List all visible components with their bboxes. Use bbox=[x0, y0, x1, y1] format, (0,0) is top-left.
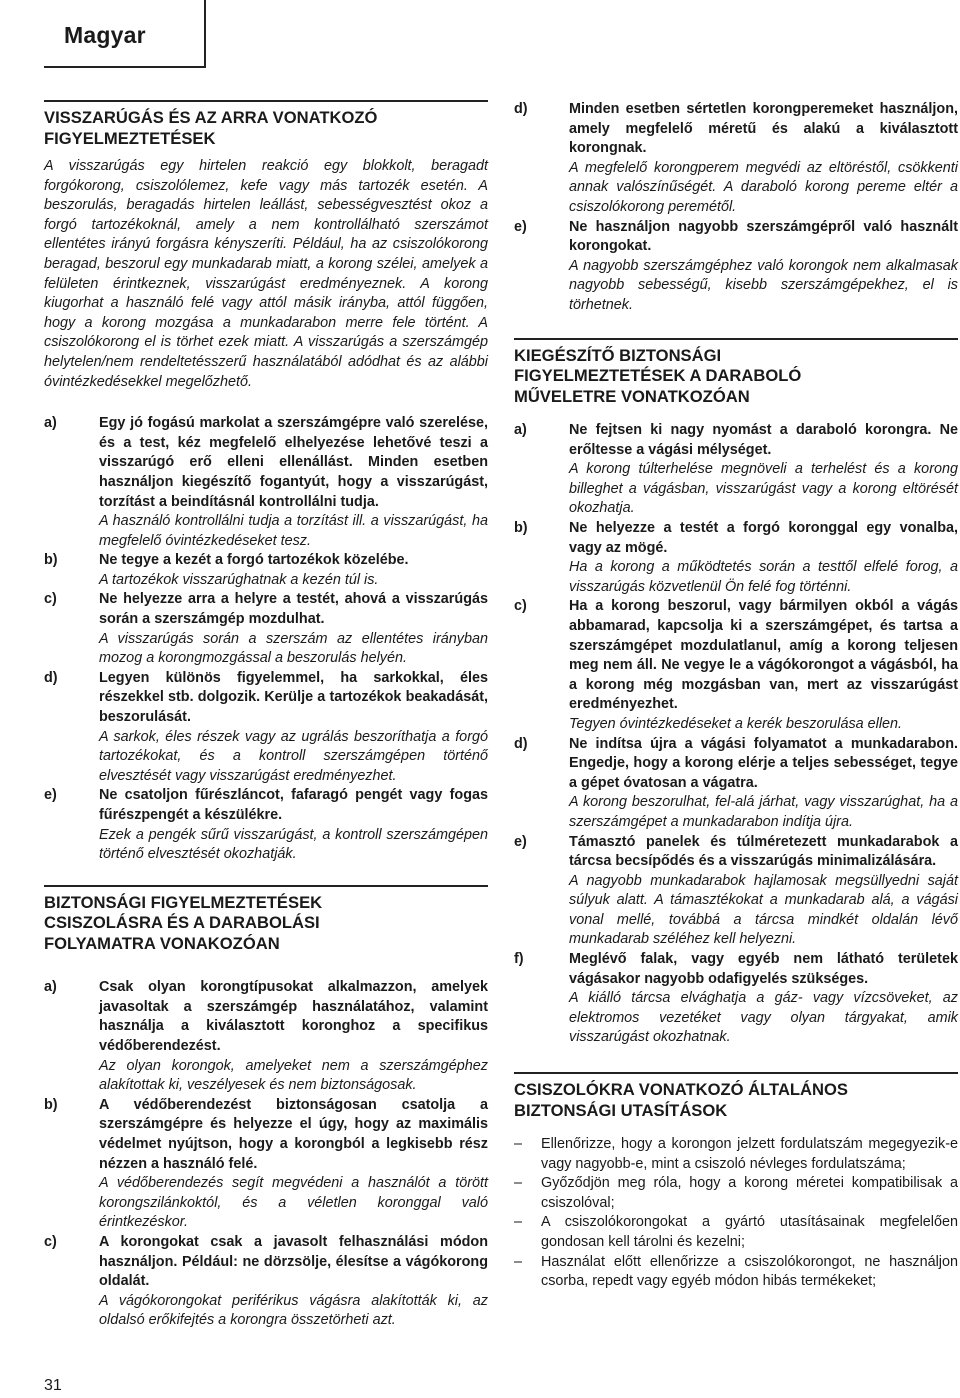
list-item: a) Ne fejtsen ki nagy nyomást a daraboló korongra. Ne erőltesse a vágási mélységet. A korong túlterhelése megnöveli a terhelést és a korong billeghet a vágásban, visszarúgást vagy a korong eltörését okozhatja. bbox=[514, 422, 958, 517]
section-title-general: CSISZOLÓKRA VONATKOZÓ ÁLTALÁNOS BIZTONSÁGI UTASÍTÁSOK bbox=[514, 1072, 958, 1121]
language-label: Magyar bbox=[64, 22, 146, 48]
section-title-grinding: BIZTONSÁGI FIGYELMEZTETÉSEK CSISZOLÁSRA ÉS A DARABOLÁSI FOLYAMATRA VONAKOZÓAN bbox=[44, 885, 488, 955]
list-item: b) Ne tegye a kezét a forgó tartozékok közelébe. A tartozékok visszarúghatnak a kezén túl is. bbox=[44, 552, 409, 588]
list-item: d) Ne indítsa újra a vágási folyamatot a munkadarabon. Engedje, hogy a korong elérje a teljes sebességet, tegye a gépet óvatosan a vágatra. A korong beszorulhat, fel-alá járhat, vagy visszarúghat, ha a szerszámgépet a munkadarabon indítja újra. bbox=[514, 735, 958, 830]
list-item: d) Minden esetben sértetlen korongperemeket használjon, amely megfelelő méretű és alakú a kiválasztott korongnak. A megfelelő korongperem megvédi az eltöréstől, csökkenti annak valószínűségét. A daraboló korong pereme eltér a csiszolókorong peremétől. bbox=[514, 101, 958, 215]
list-item: a) Csak olyan korongtípusokat alkalmazzon, amelyek javasoltak a szerszámgép használatához, valamint használja a kiválasztott koronghoz a specifikus védőberendezést. Az olyan korongok, amelyeket nem a szerszámgéphez alakítottak ki, veszélyesek és nem biztonságosak. bbox=[44, 979, 488, 1094]
kickback-section bbox=[44, 100, 488, 865]
cutting-section bbox=[514, 338, 958, 1049]
list-item: b) Ne helyezze a testét a forgó koronggal egy vonalba, vagy az mögé. Ha a korong a működtetés során a testtől elfelé forog, a visszarúgás közvetlenül Ön felé fog történni. bbox=[514, 520, 958, 595]
list-item: – Használat előtt ellenőrizze a csiszolókorongot, ne használjon csorba, repedt vagy egyéb módon hibás termékeket; bbox=[514, 1253, 958, 1290]
list-item: – Győződjön meg róla, hogy a korong méretei kompatibilisak a csiszolóval; bbox=[514, 1175, 958, 1211]
list-item: c) Ha a korong beszorul, vagy bármilyen okból a vágás abbamarad, kapcsolja ki a szerszámgépet, és tartsa a szerszámgépet mozdulatlanul, amíg a korong teljesen meg nem áll. Ne vegye le a vágókorongot a vágásból, ha a korong még mozgásban van, mert az visszarúgást eredményezhet. Tegyen óvintézkedéseket a kerék beszorulása ellen. bbox=[514, 598, 958, 732]
general-list bbox=[514, 1135, 958, 1292]
cutting-list bbox=[514, 421, 958, 1048]
list-item: b) A védőberendezést biztonságosan csatolja a szerszámgépre és helyezze el úgy, hogy az maximális védelmet nyújtson, hogy a korongból a legkisebb rész nézzen a használó felé. A védőberendezés segít megvédeni a használót a törött korongszilánkoktól, és a véletlen koronggal való érintkezéskor. bbox=[44, 1096, 488, 1231]
list-item: – Ellenőrizze, hogy a korongon jelzett fordulatszám megegyezik-e vagy nagyobb-e, mint a csiszoló névleges fordulatszáma; bbox=[514, 1136, 958, 1172]
list-item: e) Ne használjon nagyobb szerszámgépről való használt korongokat. A nagyobb szerszámgéphez való korongok nem alkalmasak nagyobb sebességű, kisebb szerszámgépekhez, el is törhetnek. bbox=[514, 218, 958, 313]
list-item: c) A korongokat csak a javasolt felhasználási módon használjon. Például: ne dörzsölje, élesítse a vágókorong oldalát. A vágókorongokat periférikus vágásra alakították ki, az oldalsó erőkifejtés a korongra összetörheti azt. bbox=[44, 1234, 488, 1329]
list-item: d) Legyen különös figyelemmel, ha sarkokkal, éles részekkel stb. dolgozik. Kerülje a tartozékok beakadását, beszorulását. A sarkok, éles részek vagy az ugrálás beszoríthatja a forgó tartozékokat, és a kontroll szerszámgépen történő elvesztését vagy visszarúgást eredményezhet. bbox=[44, 669, 488, 784]
kickback-list bbox=[44, 414, 488, 865]
list-item: f) Meglévő falak, vagy egyéb nem látható területek vágásakor nagyobb odafigyelés szükséges. A kiálló tárcsa elvághatja a gáz- vagy vízcsöveket, az elektromos vezetéket vagy olyan tárgyakat, amik visszarúgást okozhatnak. bbox=[514, 951, 958, 1046]
page-number: 31 bbox=[44, 1377, 62, 1394]
section-title-cutting: KIEGÉSZÍTŐ BIZTONSÁGI FIGYELMEZTETÉSEK A DARABOLÓ MŰVELETRE VONATKOZÓAN bbox=[514, 338, 958, 408]
list-item: e) Ne csatoljon fűrészláncot, fafaragó pengét vagy fogas fűrészpengét a készülékre. Ezek a pengék sűrű visszarúgást, a kontroll szerszámgépen történő elvesztését okozhatják. bbox=[44, 787, 488, 863]
list-item: c) Ne helyezze arra a helyre a testét, ahová a visszarúgás során a szerszámgép mozdulhat. A visszarúgás során a szerszám az ellentétes irányban mozog a korongmozgással a beszorulás helyén. bbox=[44, 591, 488, 667]
section-title-kickback: VISSZARÚGÁS ÉS AZ ARRA VONATKOZÓ FIGYELMEZTETÉSEK bbox=[44, 100, 488, 149]
continued-list bbox=[514, 100, 958, 316]
grinding-cutting-section bbox=[44, 885, 488, 1331]
list-item: e) Támasztó panelek és túlméretezett munkadarabok a tárcsa becsípődés és a visszarúgás minimalizálására. A nagyobb munkadarabok hajlamosak megsüllyedni saját súlyuk alatt. A támasztékokat a munkadarab alá, a vágási vonal mellé, továbbá a tárcsa mindkét oldalán lévő munkadarab széléhez kell helyezni. bbox=[514, 833, 958, 948]
left-column bbox=[44, 100, 488, 1331]
language-tab bbox=[44, 0, 206, 68]
grinding-list bbox=[44, 978, 488, 1331]
list-item: – A csiszolókorongokat a gyártó utasításainak megfelelően gondosan kell tárolni és kezelni; bbox=[514, 1214, 958, 1250]
kickback-intro: A visszarúgás egy hirtelen reakció egy blokkolt, beragadt forgókorong, csiszolólemez, kefe vagy más tartozék esetén. A beszorulás, beragadás hirtelen leállást, sebességvesztést okoz a forgó tartozékoknál, amely a nem kontrollálható szerszámot ellentétes irányú forgásra kényszeríti. Például, ha az csiszolókorong beragad, beszorul egy munkadarab miatt, a korong szélei, amelyek a felületen érintkeznek, visszarúgást eredményeznek. A korong kiugorhat a használó felé vagy attól másik irányba, attól függően, hogy a korong mozgása a munkadarabon merre fele történt. A csiszolókorong el is törhet ezek miatt. A visszarúgás a szerszámgép helytelen/nem rendeltetésszerű használatából adódhat és az alábbi óvintézkedésekkel megelőzhető. bbox=[44, 158, 488, 390]
list-item: a) Egy jó fogású markolat a szerszámgépre való szerelése, és a test, kéz megfelelő elhelyezése lehetővé teszi a visszarúgó erő elleni ellenállást. Minden esetben használjon kiegészítő fogantyút, hogy a visszarúgást, torzítást a beindításnál kontrollálni tudja. A használó kontrollálni tudja a torzítást ill. a visszarúgást, ha megfelelő óvintézkedéseket tesz. bbox=[44, 415, 488, 549]
right-column bbox=[514, 100, 958, 1292]
general-grinders-section bbox=[514, 1072, 958, 1292]
